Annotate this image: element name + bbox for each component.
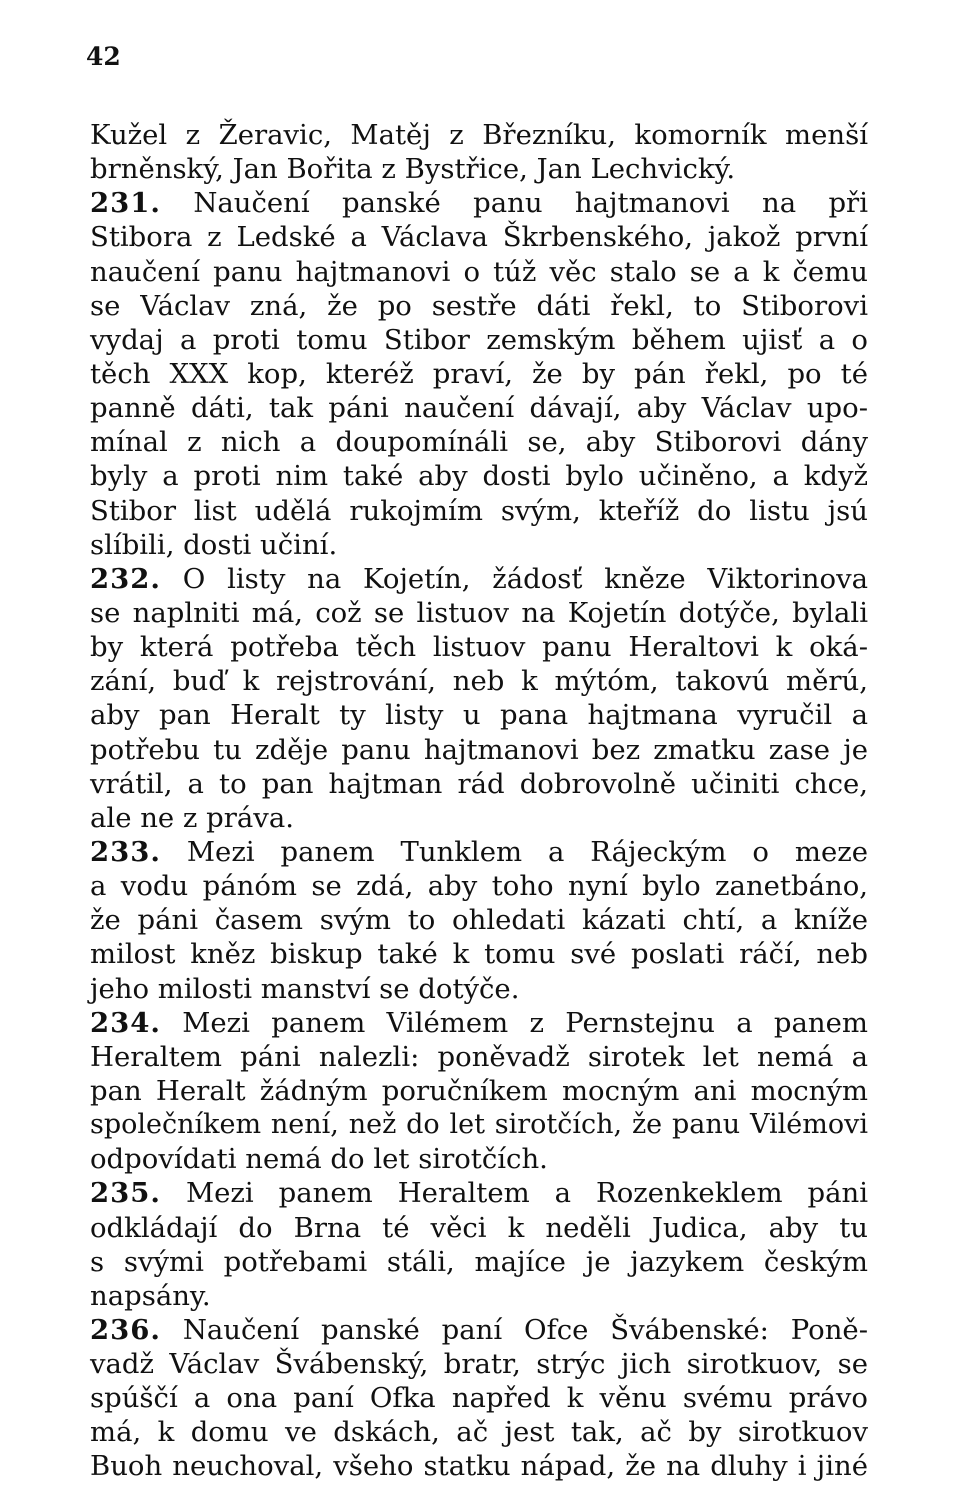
line-text: milost kněz biskup také k tomu své poslati ráčí, neb [90, 938, 868, 971]
section-number: 236. [90, 1313, 161, 1346]
text-line [90, 1347, 868, 1381]
line-text: odpovídati nemá do let sirotčích. [90, 1143, 548, 1176]
line-text: naučení panu hajtmanovi o túž věc stalo se a k čemu [90, 255, 868, 288]
line-text: O listy na Kojetín, žádosť kněze Viktorinova [160, 562, 868, 595]
line-text: vadž Václav Švábenský, bratr, strýc jich sirotkuov, se [90, 1348, 868, 1381]
line-text: Mezi panem Heraltem a Rozenkeklem páni [160, 1177, 868, 1210]
text-line [90, 1415, 868, 1449]
text-line [90, 630, 868, 664]
text-line [90, 937, 868, 971]
text-line [90, 1074, 868, 1108]
text-line [90, 903, 868, 937]
section-number: 231. [90, 187, 161, 220]
line-text: společníkem není, než do let sirotčích, že panu Vilémovi [90, 1109, 868, 1141]
line-text: těch XXX kop, kteréž praví, že by pán řekl, po té [90, 357, 868, 390]
paragraph-start-line [90, 1313, 868, 1347]
text-line [90, 425, 868, 459]
text-line [90, 1108, 868, 1142]
body-text [90, 118, 868, 1484]
line-text: Heraltem páni nalezli: poněvadž sirotek let nemá a [90, 1040, 868, 1073]
line-text: vrátil, a to pan hajtman rád dobrovolně učiniti chce, [90, 767, 868, 800]
line-text: Mezi panem Vilémem z Pernstejnu a panem [160, 1006, 868, 1039]
text-line [90, 801, 868, 835]
text-line [90, 118, 868, 152]
text-line [90, 1211, 868, 1245]
section-number: 232. [90, 562, 161, 595]
page-number: 42 [86, 42, 121, 71]
text-line [90, 767, 868, 801]
text-line [90, 733, 868, 767]
line-text: mínal z nich a doupomínáli se, aby Stiborovi dány [90, 426, 868, 459]
text-line [90, 1279, 868, 1313]
line-text: jeho milosti manství se dotýče. [90, 972, 520, 1005]
text-line [90, 1449, 868, 1483]
line-text: Kužel z Žeravic, Matěj z Březníku, komorník menší [90, 119, 868, 151]
line-text: Stibor list udělá rukojmím svým, kteříž do listu jsú [90, 494, 868, 527]
line-text: ale ne z práva. [90, 801, 294, 834]
text-line [90, 1245, 868, 1279]
line-text: Buoh neuchoval, všeho statku nápad, že na dluhy i jiné [90, 1450, 868, 1483]
line-text: potřebu tu zděje panu hajtmanovi bez zmatku zase je [90, 733, 868, 766]
line-text: se Václav zná, že po sestře dáti řekl, to Stiborovi [90, 289, 868, 322]
text-line [90, 220, 868, 254]
paragraph-start-line [90, 835, 868, 869]
line-text: vydaj a proti tomu Stibor zemským během ujisť a o [90, 323, 868, 356]
line-text: brněnský, Jan Bořita z Bystřice, Jan Lechvický. [90, 153, 736, 186]
text-line [90, 391, 868, 425]
line-text: pan Heralt žádným poručníkem mocným ani mocným [90, 1074, 868, 1107]
text-line [90, 323, 868, 357]
line-text: odkládají do Brna té věci k neděli Judica, aby tu [90, 1211, 868, 1244]
paragraph-start-line [90, 1006, 868, 1040]
section-number: 235. [90, 1177, 161, 1210]
text-line [90, 1142, 868, 1176]
line-text: zání, buď k rejstrování, neb k mýtóm, takovú měrú, [90, 665, 868, 698]
text-line [90, 494, 868, 528]
text-line [90, 289, 868, 323]
text-line [90, 152, 868, 186]
line-text: panně dáti, tak páni naučení dávají, aby Václav upo- [90, 392, 868, 425]
line-text: byly a proti nim také aby dosti bylo učiněno, a když [90, 460, 868, 493]
section-number: 233. [90, 835, 161, 868]
line-text: napsány. [90, 1279, 211, 1312]
line-text: aby pan Heralt ty listy u pana hajtmana vyručil a [90, 699, 868, 732]
text-line [90, 596, 868, 630]
paragraph-start-line [90, 1176, 868, 1210]
line-text: že páni časem svým to ohledati kázati chtí, a kníže [90, 904, 868, 937]
line-text: s svými potřebami stáli, majíce je jazykem českým [90, 1245, 868, 1278]
line-text: spúščí a ona paní Ofka napřed k věnu svému právo [90, 1382, 868, 1415]
text-line [90, 255, 868, 289]
line-text: Stibora z Ledské a Václava Škrbenského, jakož první [90, 221, 868, 254]
line-text: se naplniti má, což se listuov na Kojetín dotýče, bylali [90, 596, 868, 629]
section-number: 234. [90, 1006, 161, 1039]
line-text: Naučení panské paní Ofce Švábenské: Poně- [160, 1313, 868, 1346]
text-line [90, 698, 868, 732]
line-text: Naučení panské panu hajtmanovi na při [160, 187, 868, 220]
paragraph-start-line [90, 186, 868, 220]
text-line [90, 869, 868, 903]
text-line [90, 459, 868, 493]
line-text: slíbili, dosti učiní. [90, 528, 338, 561]
text-line [90, 1040, 868, 1074]
line-text: a vodu pánóm se zdá, aby toho nyní bylo zanetbáno, [90, 870, 868, 903]
text-line [90, 528, 868, 562]
line-text: Mezi panem Tunklem a Rájeckým o meze [160, 835, 868, 868]
text-line [90, 357, 868, 391]
text-line [90, 972, 868, 1006]
text-line [90, 664, 868, 698]
line-text: by která potřeba těch listuov panu Heraltovi k oká- [90, 631, 868, 664]
text-line [90, 1381, 868, 1415]
paragraph-start-line [90, 562, 868, 596]
line-text: má, k domu ve dskách, ač jest tak, ač by sirotkuov [90, 1416, 868, 1449]
